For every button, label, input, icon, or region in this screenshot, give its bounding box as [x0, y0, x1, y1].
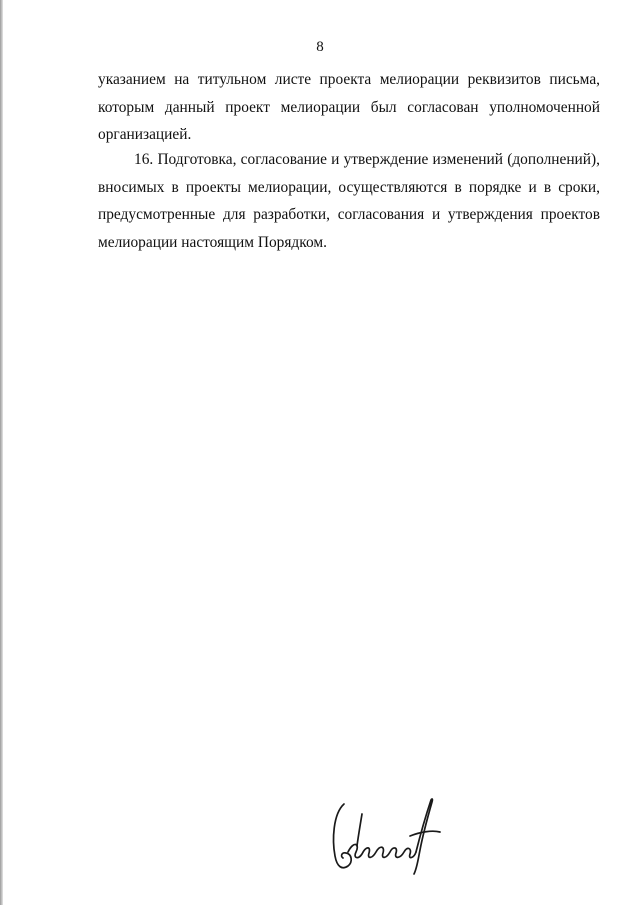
page-number: 8 [316, 39, 324, 55]
handwritten-signature [328, 796, 446, 876]
paragraph-continuation [98, 66, 600, 149]
paragraph-line: мелиорации настоящим Порядком. [98, 233, 327, 251]
paragraph-line: предусмотренные для разработки, согласования и утверждения проектов [98, 206, 600, 223]
paragraph-line: организацией. [98, 126, 192, 143]
paragraph-line: вносимых в проекты мелиорации, осуществляются в порядке и в сроки, [98, 178, 600, 196]
paragraph-line: которым данный проект мелиорации был согласован уполномоченной [98, 98, 600, 116]
page-left-edge [0, 0, 3, 905]
paragraph-line: указанием на титульном листе проекта мелиорации реквизитов письма, [98, 71, 600, 88]
paragraph-line: 16. Подготовка, согласование и утверждение изменений (дополнений), [134, 151, 600, 168]
paragraph-item-16 [98, 146, 600, 256]
